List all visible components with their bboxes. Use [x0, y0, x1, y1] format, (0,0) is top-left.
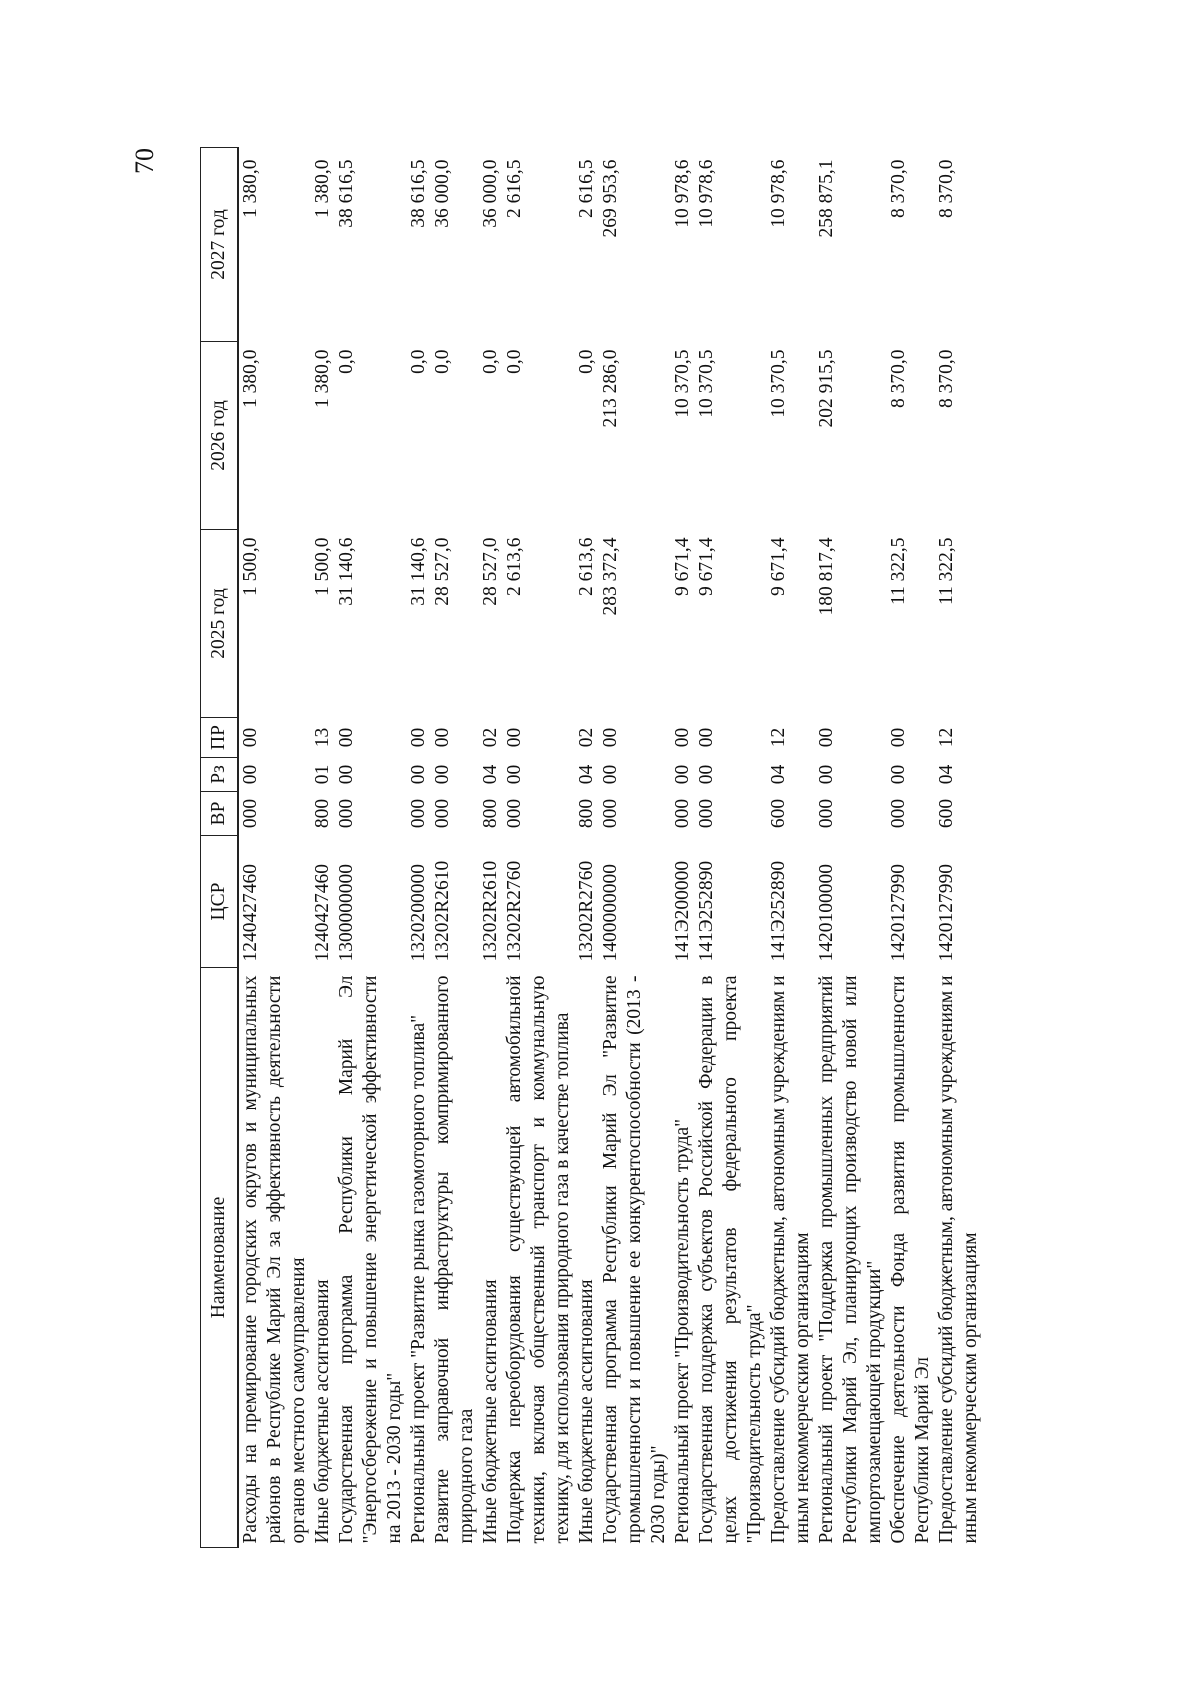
row-pr: 00 [696, 727, 717, 748]
row-rz: 04 [936, 764, 957, 785]
row-name: Государственная программа Республики Марий Эл "Развитие промышленности и повышение ее конкурентоспособности (2013 - 2030 годы)" [600, 975, 669, 1544]
row-2027: 8 370,0 [936, 159, 957, 218]
row-vr: 000 [432, 798, 453, 829]
row-rz: 00 [672, 764, 693, 785]
row-name: Региональный проект "Развитие рынка газомоторного топлива" [408, 1014, 429, 1544]
row-name: Иные бюджетные ассигнования [480, 1279, 501, 1544]
row-2025: 11 322,5 [936, 537, 957, 606]
row-rz: 04 [576, 764, 597, 785]
row-2027: 36 000,0 [480, 159, 501, 228]
row-pr: 00 [240, 727, 261, 748]
header-2026: 2026 год [201, 342, 239, 530]
row-2025: 1 500,0 [240, 537, 261, 596]
table-row [935, 148, 983, 1548]
row-csr: 13202R2610 [432, 860, 453, 962]
row-pr: 00 [336, 727, 357, 748]
row-2027: 10 978,6 [696, 159, 717, 228]
table-row [479, 148, 503, 1548]
header-pr: ПР [201, 718, 239, 758]
row-vr: 000 [408, 798, 429, 829]
row-pr: 12 [936, 727, 957, 748]
row-vr: 800 [480, 798, 501, 829]
row-2025: 28 527,0 [480, 537, 501, 606]
row-pr: 13 [312, 727, 333, 748]
row-2027: 258 875,1 [816, 159, 837, 238]
document-page [130, 148, 1055, 1548]
row-2025: 2 613,6 [576, 537, 597, 596]
row-2025: 180 817,4 [816, 537, 837, 616]
row-2026: 0,0 [432, 349, 453, 374]
row-2026: 202 915,5 [816, 349, 837, 428]
row-2025: 283 372,4 [600, 537, 621, 616]
header-vr: ВР [201, 792, 239, 836]
row-name: Развитие заправочной инфраструктуры компримированного природного газа [432, 975, 477, 1544]
row-2026: 10 370,5 [696, 349, 717, 418]
row-2027: 2 616,5 [576, 159, 597, 218]
row-name: Государственная программа Республики Марий Эл "Энергосбережение и повышение энергетической эффективности на 2013 - 2030 годы" [336, 975, 405, 1544]
row-csr: 1400000000 [600, 864, 621, 962]
row-rz: 01 [312, 764, 333, 785]
row-name: Предоставление субсидий бюджетным, автономным учреждениям и иным некоммерческим организациям [936, 975, 981, 1544]
row-rz: 00 [432, 764, 453, 785]
table-header-row [201, 148, 239, 1548]
row-rz: 04 [768, 764, 789, 785]
row-name: Расходы на премирование городских округов и муниципальных районов в Республике Марий Эл за эффективность деятельности органов местного самоуправления [240, 975, 309, 1544]
row-rz: 00 [504, 764, 525, 785]
row-csr: 1420100000 [816, 864, 837, 962]
row-2025: 1 500,0 [312, 537, 333, 596]
row-csr: 1320200000 [408, 864, 429, 962]
row-pr: 00 [504, 727, 525, 748]
row-name: Предоставление субсидий бюджетным, автономным учреждениям и иным некоммерческим организациям [768, 975, 813, 1544]
row-rz: 00 [816, 764, 837, 785]
row-vr: 800 [576, 798, 597, 829]
row-rz: 00 [888, 764, 909, 785]
row-rz: 00 [408, 764, 429, 785]
table-row [431, 148, 479, 1548]
row-vr: 000 [336, 798, 357, 829]
row-2027: 10 978,6 [672, 159, 693, 228]
row-csr: 141Э252890 [696, 860, 717, 962]
header-name: Наименование [201, 968, 239, 1548]
row-2025: 31 140,6 [408, 537, 429, 606]
row-csr: 13202R2760 [576, 860, 597, 962]
row-2026: 8 370,0 [888, 349, 909, 408]
row-name: Региональный проект "Поддержка промышленных предприятий Республики Марий Эл, планирующих производство новой или импортозамещающей продукции" [816, 975, 885, 1544]
row-name: Региональный проект "Производительность труда" [672, 1118, 693, 1544]
row-2026: 0,0 [576, 349, 597, 374]
row-2026: 0,0 [336, 349, 357, 374]
row-2025: 9 671,4 [696, 537, 717, 596]
row-pr: 00 [816, 727, 837, 748]
row-2027: 8 370,0 [888, 159, 909, 218]
row-2027: 36 000,0 [432, 159, 453, 228]
row-2026: 0,0 [480, 349, 501, 374]
header-2025: 2025 год [201, 530, 239, 718]
row-pr: 02 [576, 727, 597, 748]
header-csr: ЦСР [201, 836, 239, 968]
row-vr: 000 [816, 798, 837, 829]
row-2026: 1 380,0 [240, 349, 261, 408]
header-rz: Рз [201, 758, 239, 792]
row-2027: 10 978,6 [768, 159, 789, 228]
row-2027: 38 616,5 [408, 159, 429, 228]
table-row [311, 148, 335, 1548]
table-row [815, 148, 887, 1548]
row-csr: 1420127990 [936, 864, 957, 962]
table-row [767, 148, 815, 1548]
row-vr: 000 [888, 798, 909, 829]
row-csr: 141Э252890 [768, 860, 789, 962]
row-2025: 11 322,5 [888, 537, 909, 606]
row-2025: 9 671,4 [672, 537, 693, 596]
row-2026: 8 370,0 [936, 349, 957, 408]
row-vr: 000 [672, 798, 693, 829]
table-row [575, 148, 599, 1548]
row-2026: 213 286,0 [600, 349, 621, 428]
row-2026: 0,0 [408, 349, 429, 374]
row-vr: 000 [600, 798, 621, 829]
page-number: 70 [130, 148, 159, 174]
row-2025: 31 140,6 [336, 537, 357, 606]
row-vr: 000 [504, 798, 525, 829]
row-rz: 00 [336, 764, 357, 785]
row-2026: 1 380,0 [312, 349, 333, 408]
row-csr: 141Э200000 [672, 860, 693, 962]
table-row [503, 148, 575, 1548]
row-name: Государственная поддержка субъектов Российской Федерации в целях достижения результатов федерального проекта "Производительность труда" [696, 975, 765, 1544]
row-2026: 0,0 [504, 349, 525, 374]
table-row [407, 148, 431, 1548]
row-name: Иные бюджетные ассигнования [312, 1279, 333, 1544]
row-csr: 1240427460 [240, 864, 261, 962]
row-2027: 1 380,0 [312, 159, 333, 218]
row-csr: 1300000000 [336, 864, 357, 962]
row-vr: 600 [768, 798, 789, 829]
table-row [887, 148, 935, 1548]
row-2027: 2 616,5 [504, 159, 525, 218]
row-csr: 1240427460 [312, 864, 333, 962]
row-vr: 000 [240, 798, 261, 829]
row-name: Иные бюджетные ассигнования [576, 1279, 597, 1544]
row-2026: 10 370,5 [768, 349, 789, 418]
row-name: Обеспечение деятельности Фонда развития промышленности Республики Марий Эл [888, 975, 933, 1544]
row-2025: 2 613,6 [504, 537, 525, 596]
row-rz: 04 [480, 764, 501, 785]
row-2027: 38 616,5 [336, 159, 357, 228]
row-pr: 12 [768, 727, 789, 748]
row-vr: 600 [936, 798, 957, 829]
row-name: Поддержка переоборудования существующей автомобильной техники, включая общественный транспорт и коммунальную технику, для использования природного газа в качестве топлива [504, 975, 573, 1544]
row-2025: 28 527,0 [432, 537, 453, 606]
table-row [599, 148, 671, 1548]
table-row [238, 148, 311, 1548]
budget-table [200, 147, 983, 1548]
row-csr: 1420127990 [888, 864, 909, 962]
row-rz: 00 [696, 764, 717, 785]
row-csr: 13202R2760 [504, 860, 525, 962]
row-rz: 00 [240, 764, 261, 785]
row-2027: 1 380,0 [240, 159, 261, 218]
row-vr: 800 [312, 798, 333, 829]
row-pr: 00 [408, 727, 429, 748]
header-2027: 2027 год [201, 148, 239, 342]
table-row [695, 148, 767, 1548]
row-pr: 00 [432, 727, 453, 748]
row-2025: 9 671,4 [768, 537, 789, 596]
table-row [335, 148, 407, 1548]
row-2027: 269 953,6 [600, 159, 621, 238]
row-pr: 02 [480, 727, 501, 748]
row-pr: 00 [672, 727, 693, 748]
row-pr: 00 [600, 727, 621, 748]
row-pr: 00 [888, 727, 909, 748]
row-rz: 00 [600, 764, 621, 785]
row-csr: 13202R2610 [480, 860, 501, 962]
row-2026: 10 370,5 [672, 349, 693, 418]
table-row [671, 148, 695, 1548]
row-vr: 000 [696, 798, 717, 829]
